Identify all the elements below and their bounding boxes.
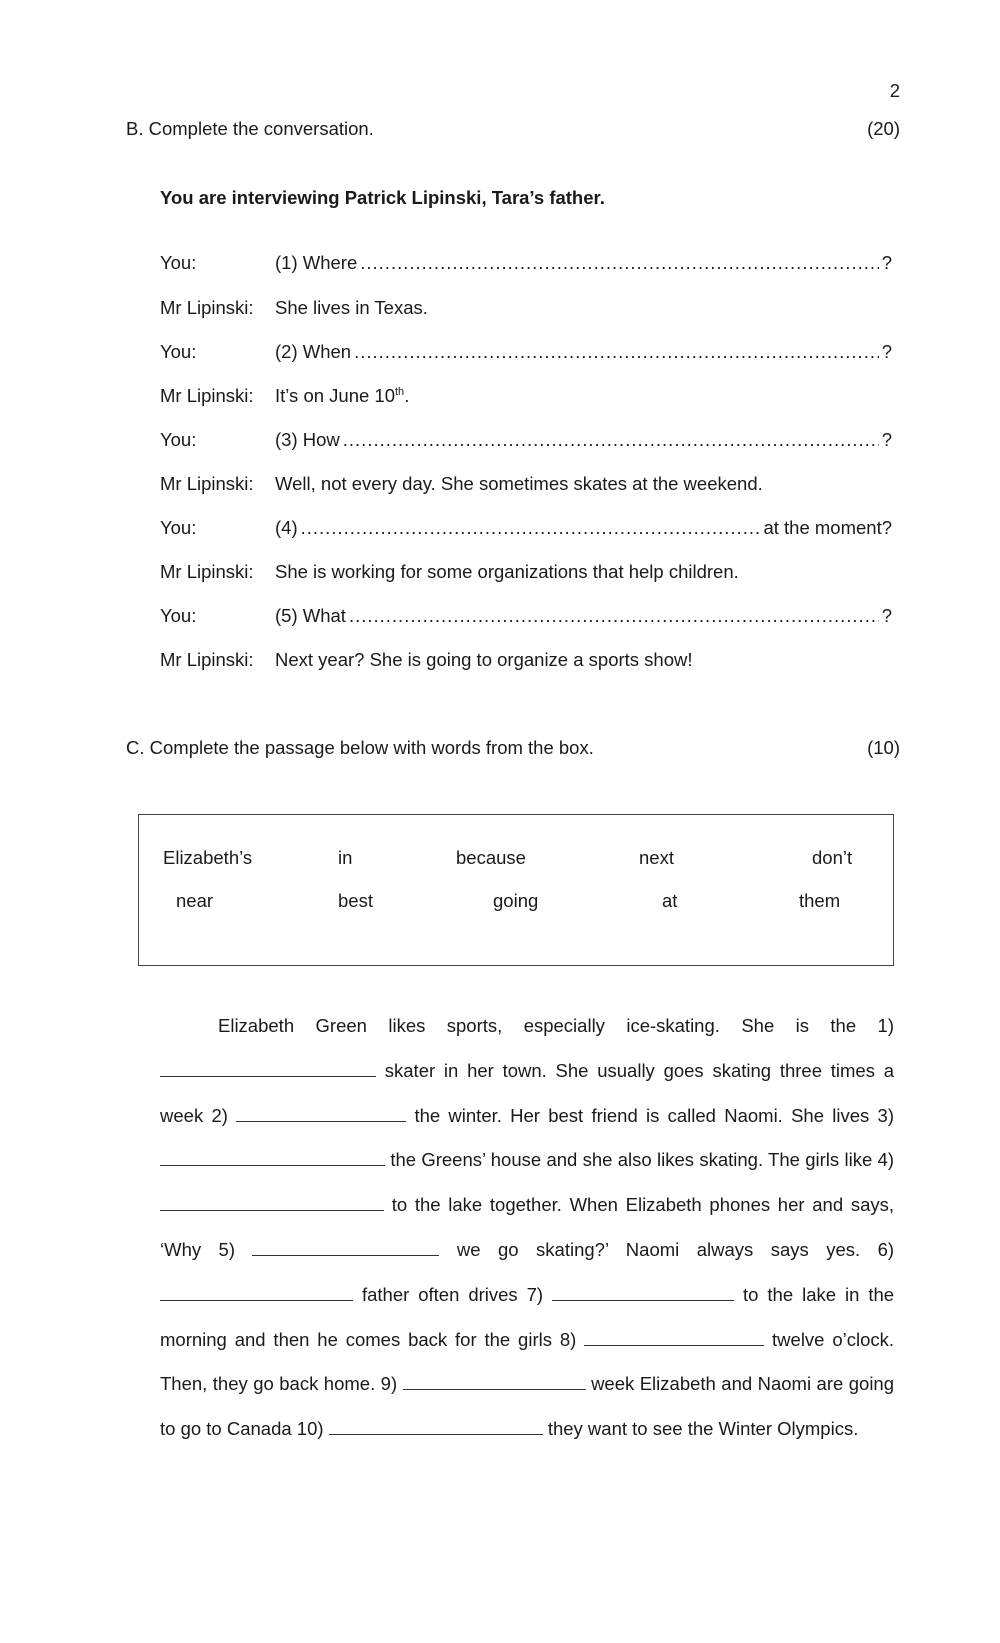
word-box — [138, 814, 894, 966]
question-4-suffix: at the moment? — [763, 517, 892, 538]
passage-text: Elizabeth Green likes sports, especially ice-skating. She is the 1) — [218, 1015, 894, 1036]
answer-2-main: It’s on June 10 — [275, 385, 395, 406]
word-box-item: best — [338, 890, 373, 911]
dialogue-row — [160, 385, 892, 411]
question-3-suffix: ? — [881, 429, 892, 450]
passage-text: the Greens’ house and she also likes skating. The girls like 4) — [390, 1149, 894, 1171]
speaker-label: Mr Lipinski: — [160, 473, 254, 494]
answer-line-3[interactable] — [343, 429, 879, 451]
answer-line-2[interactable] — [354, 341, 879, 363]
word-box-item: in — [338, 847, 353, 868]
answer-2-superscript: th — [395, 385, 405, 398]
answer-line-1[interactable] — [360, 252, 878, 274]
word-box-item: at — [662, 890, 678, 911]
gap-5-blank[interactable] — [252, 1238, 439, 1256]
section-b-intro: You are interviewing Patrick Lipinski, Tara’s father. — [160, 187, 605, 208]
speaker-label: Mr Lipinski: — [160, 561, 254, 582]
speaker-label: You: — [160, 252, 197, 273]
gap-2-blank[interactable] — [236, 1104, 406, 1122]
question-2-prefix: (2) When — [275, 341, 352, 362]
gap-8-blank[interactable] — [584, 1328, 764, 1346]
answer-4-text: She is working for some organizations that help children. — [275, 561, 739, 582]
dialogue-row — [160, 429, 892, 455]
section-c-score: (10) — [867, 737, 900, 758]
gap-1-blank[interactable] — [160, 1059, 376, 1077]
dialogue-row — [160, 252, 892, 278]
word-box-item: Elizabeth’s — [163, 847, 253, 868]
page-number: 2 — [889, 80, 900, 101]
question-5-suffix: ? — [881, 605, 892, 626]
gap-7-blank[interactable] — [552, 1283, 734, 1301]
question-4-prefix: (4) — [275, 517, 298, 538]
passage-text: the winter. Her best friend is called Naomi. She lives 3) — [414, 1104, 894, 1126]
passage-text: we go skating?’ Naomi always says yes. 6) — [456, 1238, 895, 1260]
section-b-score: (20) — [867, 118, 900, 139]
gap-6-blank[interactable] — [160, 1283, 353, 1301]
passage-text: they want to see the Winter Olympics. — [547, 1418, 859, 1440]
gap-4-blank[interactable] — [160, 1193, 384, 1211]
question-1-suffix: ? — [881, 252, 892, 273]
word-box-item: don’t — [812, 847, 853, 868]
answer-5-text: Next year? She is going to organize a sports show! — [275, 649, 693, 670]
answer-1-text: She lives in Texas. — [275, 297, 428, 318]
dialogue-row — [160, 605, 892, 631]
dialogue-row — [160, 473, 892, 499]
answer-2-text — [275, 385, 409, 407]
dialogue-row — [160, 297, 892, 323]
section-b-title: B. Complete the conversation. — [126, 118, 374, 139]
speaker-label: You: — [160, 429, 197, 450]
passage-text: week Elizabeth and Naomi are going to go to Canada 10) — [160, 1373, 895, 1440]
answer-line-5[interactable] — [349, 605, 879, 627]
speaker-label: You: — [160, 341, 197, 362]
speaker-label: You: — [160, 605, 197, 626]
word-box-item: going — [493, 890, 539, 911]
passage-text: to the lake together. When Elizabeth phones her and says, ‘Why 5) — [160, 1194, 894, 1260]
question-5-prefix: (5) What — [275, 605, 346, 626]
speaker-label: You: — [160, 517, 197, 538]
speaker-label: Mr Lipinski: — [160, 297, 254, 318]
gap-3-blank[interactable] — [160, 1148, 385, 1166]
word-box-item: because — [456, 847, 526, 868]
question-1-prefix: (1) Where — [275, 252, 358, 273]
speaker-label: Mr Lipinski: — [160, 385, 254, 406]
dialogue-row — [160, 561, 892, 587]
question-2-suffix: ? — [881, 341, 892, 362]
word-box-item: next — [639, 847, 674, 868]
word-box-item: near — [176, 890, 214, 911]
dialogue-row — [160, 517, 892, 543]
passage-text: father often drives 7) — [361, 1283, 544, 1305]
gap-10-blank[interactable] — [329, 1417, 543, 1435]
dialogue-row — [160, 341, 892, 367]
dialogue-row — [160, 649, 892, 675]
word-box-item: them — [799, 890, 841, 911]
gap-9-blank[interactable] — [403, 1372, 586, 1390]
passage-text: to the lake in the morning and then he comes back for the girls 8) — [160, 1283, 895, 1350]
answer-2-end: . — [404, 385, 410, 406]
passage — [160, 1004, 894, 1452]
answer-line-4[interactable] — [301, 517, 761, 539]
passage-text: twelve o’clock. Then, they go back home. 9) — [160, 1328, 895, 1395]
passage-text: skater in her town. She usually goes skating three times a week 2) — [160, 1059, 894, 1126]
question-3-prefix: (3) How — [275, 429, 340, 450]
speaker-label: Mr Lipinski: — [160, 649, 254, 670]
answer-3-text: Well, not every day. She sometimes skates at the weekend. — [275, 473, 763, 494]
section-c-title: C. Complete the passage below with words from the box. — [126, 737, 594, 758]
